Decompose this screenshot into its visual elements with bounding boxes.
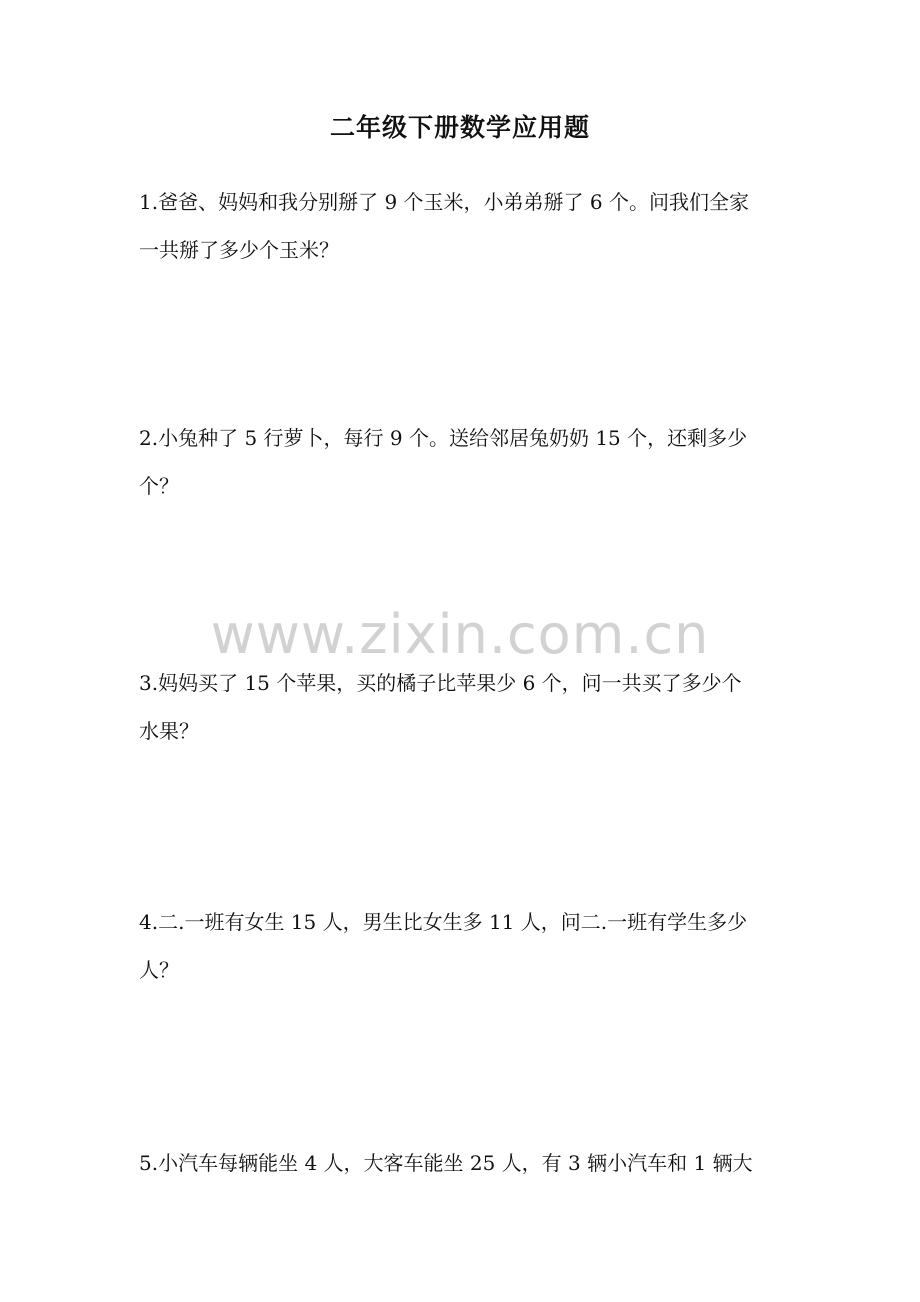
question-3-line-2: 水果？ <box>139 719 199 743</box>
page-title: 二年级下册数学应用题 <box>329 113 590 142</box>
question-2-line-1: 2.小兔种了 5 行萝卜，每行 9 个。送给邻居兔奶奶 15 个，还剩多少 <box>139 426 748 450</box>
watermark: www.zixin.com.cn <box>210 603 710 666</box>
question-5 <box>139 1139 789 1187</box>
question-2-line-2: 个？ <box>139 474 179 498</box>
question-3-line-1: 3.妈妈买了 15 个苹果，买的橘子比苹果少 6 个，问一共买了多少个 <box>139 671 742 695</box>
question-2 <box>139 414 789 510</box>
question-1 <box>139 178 789 274</box>
question-1-line-2: 一共掰了多少个玉米？ <box>139 238 339 262</box>
question-5-line-1: 5.小汽车每辆能坐 4 人，大客车能坐 25 人，有 3 辆小汽车和 1 辆大 <box>139 1151 753 1175</box>
question-4-line-1: 4.二.一班有女生 15 人，男生比女生多 11 人，问二.一班有学生多少 <box>139 910 748 934</box>
question-1-line-1: 1.爸爸、妈妈和我分别掰了 9 个玉米，小弟弟掰了 6 个。问我们全家 <box>139 190 749 214</box>
question-3 <box>139 659 789 755</box>
question-4-line-2: 人？ <box>139 958 179 982</box>
question-4 <box>139 898 789 994</box>
